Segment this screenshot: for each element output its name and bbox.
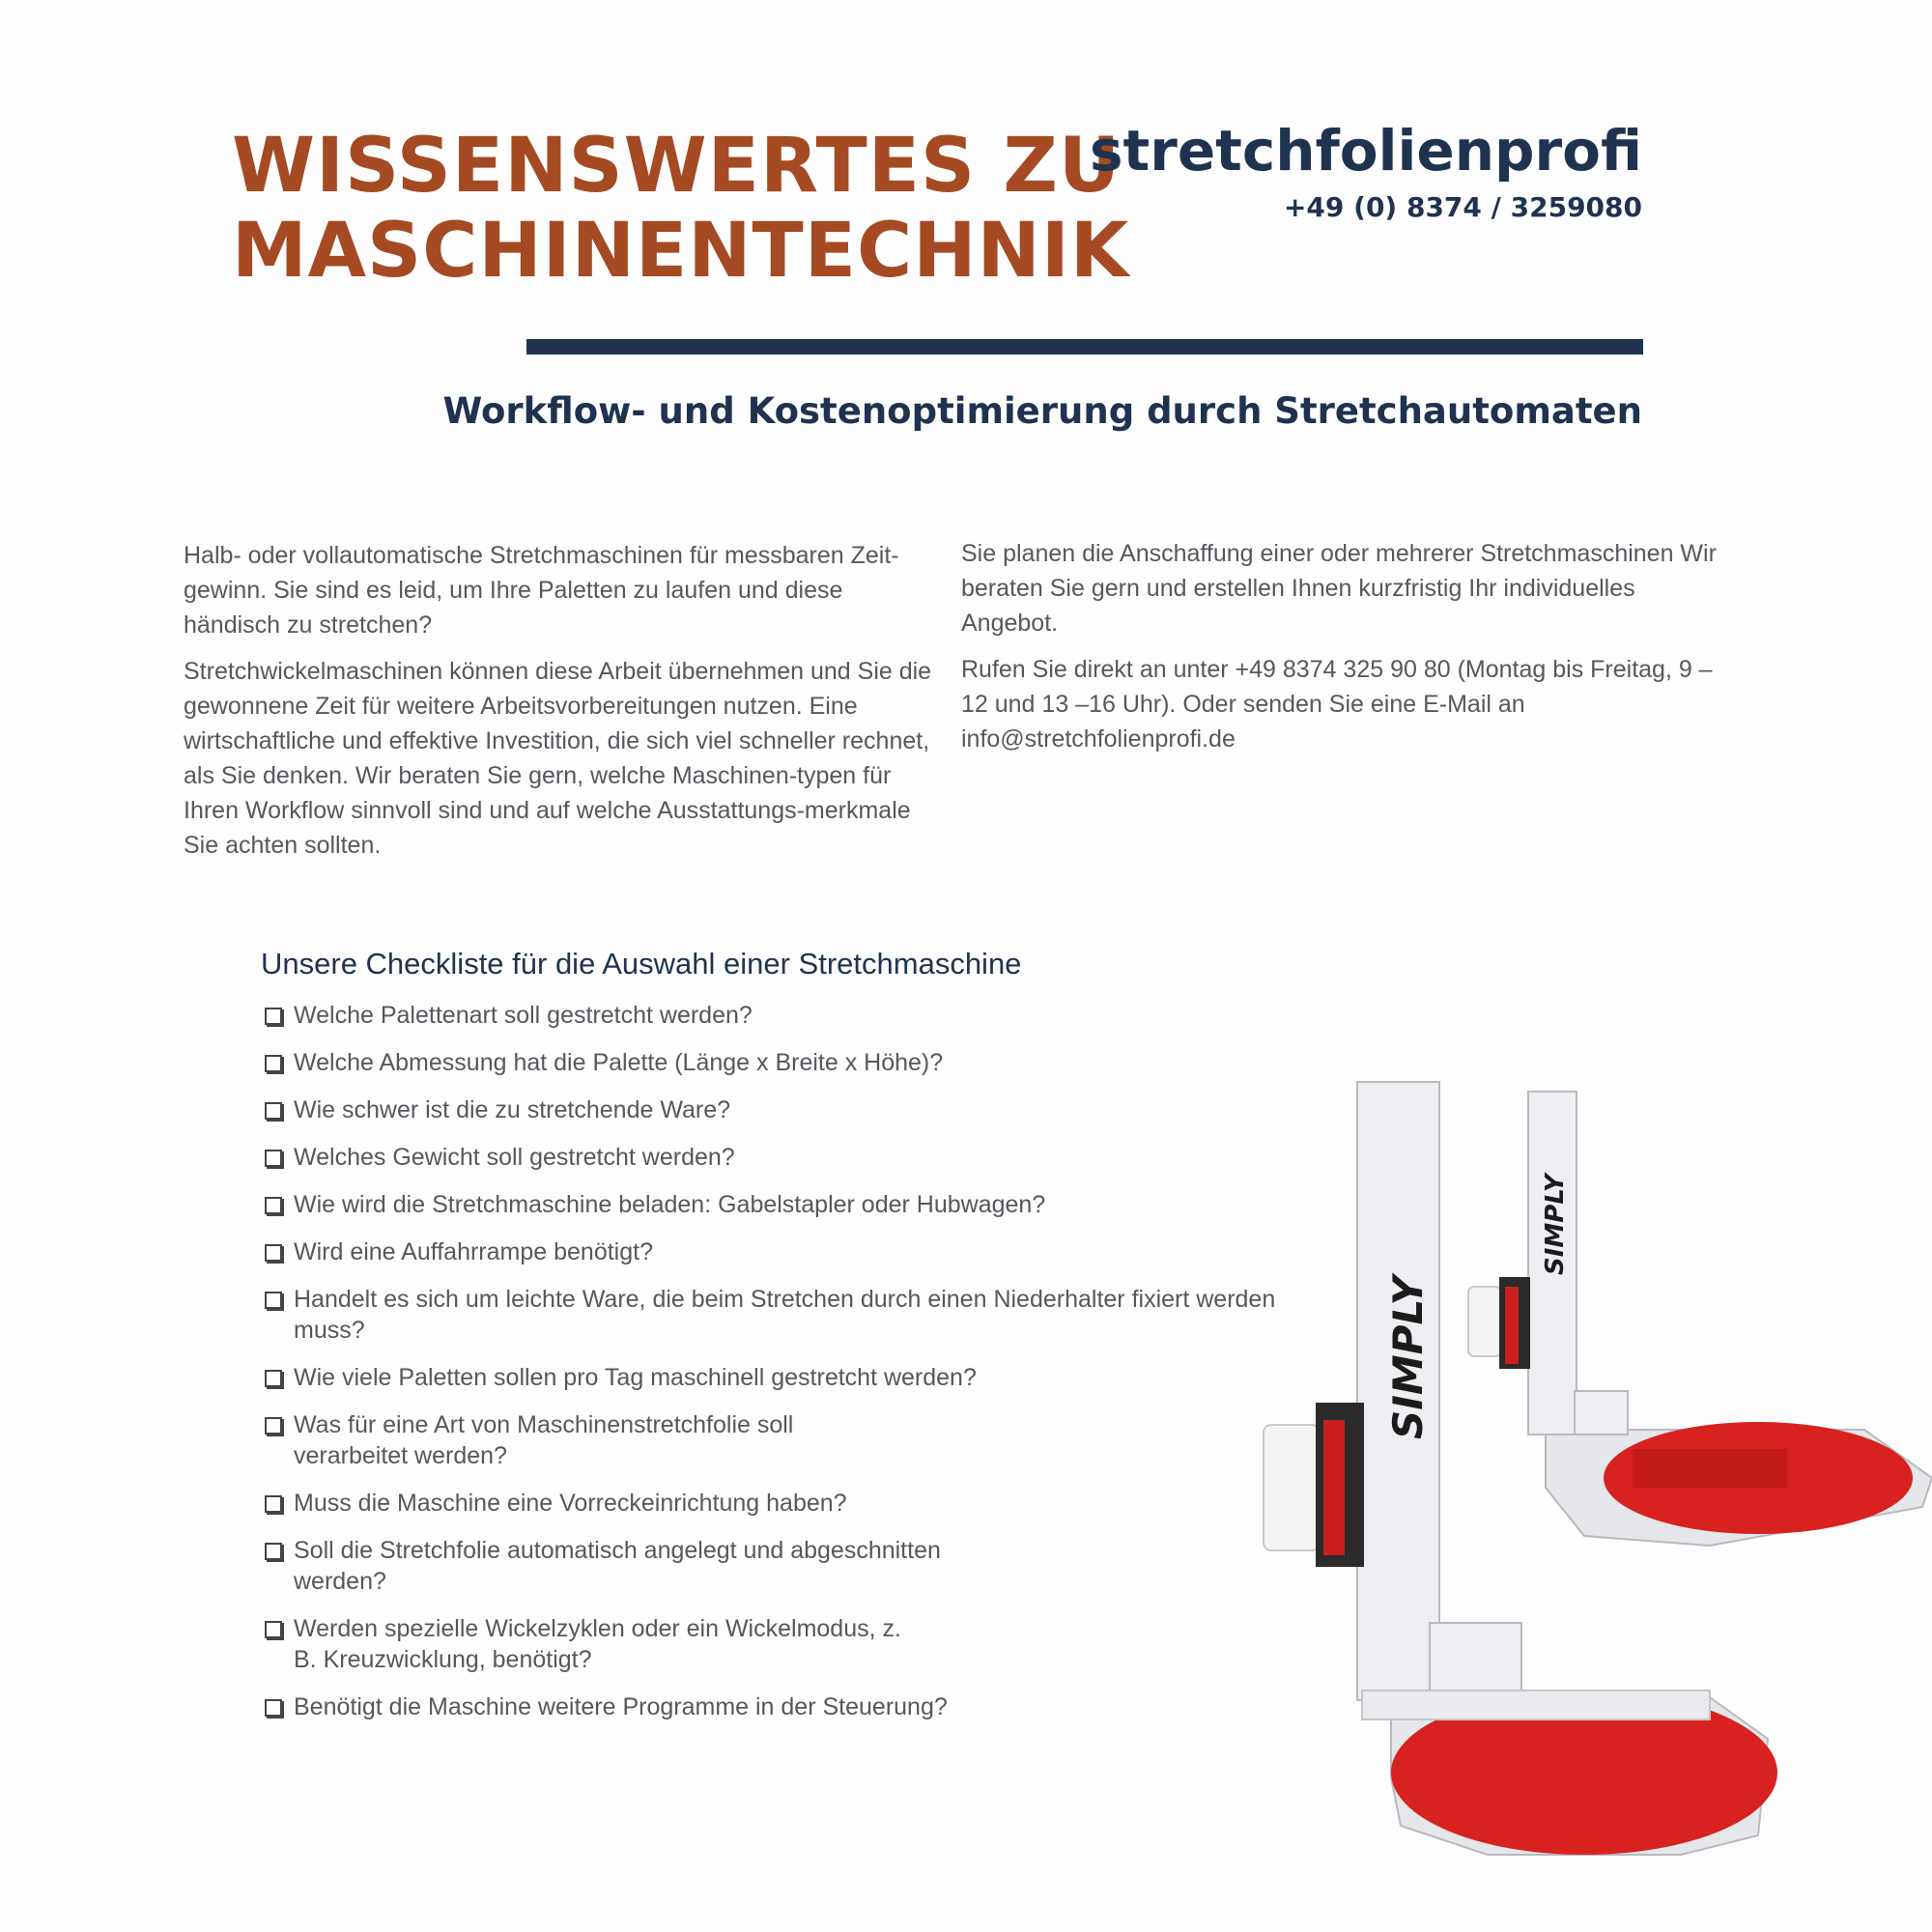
checklist-item-text: Werden spezielle Wickelzyklen oder ein Wickelmodus, z. B. Kreuzwicklung, benötigt? <box>294 1615 901 1673</box>
page-title: WISSENSWERTES ZU MASCHINENTECHNIK <box>232 123 1130 295</box>
checkbox-icon <box>265 1699 282 1717</box>
front-machine-brand-label: SIMPLY <box>1384 1275 1432 1439</box>
checklist-item <box>263 1535 951 1597</box>
checklist-item-text: Soll die Stretchfolie automatisch angelegt und abgeschnitten werden? <box>294 1537 941 1595</box>
checklist-item-text: Was für eine Art von Maschinenstretchfolie soll verarbeitet werden? <box>294 1411 794 1469</box>
checklist-item-text: Wie wird die Stretchmaschine beladen: Gabelstapler oder Hubwagen? <box>294 1191 1046 1218</box>
checklist-item <box>263 1691 1345 1722</box>
checklist-item <box>263 1362 1345 1393</box>
checklist-title: Unsere Checkliste für die Auswahl einer Stretchmaschine <box>261 947 1022 980</box>
back-machine-brand-label: SIMPLY <box>1541 1174 1570 1275</box>
back-machine-illustration <box>1468 1092 1932 1546</box>
checkbox-icon <box>265 1370 282 1387</box>
checklist-item-text: Wie viele Paletten sollen pro Tag maschinell gestretcht werden? <box>294 1364 977 1391</box>
checkbox-icon <box>265 1008 282 1025</box>
intro-right-paragraph-2: Rufen Sie direkt an unter +49 8374 325 90 80 (Montag bis Freitag, 9 –12 und 13 –16 Uhr). Oder senden Sie eine E-Mail an info@stretchfolienprofi.de <box>961 656 1713 753</box>
intro-left-paragraph-1: Halb- oder vollautomatische Stretchmaschinen für messbaren Zeit-gewinn. Sie sind es leid, um Ihre Paletten zu laufen und diese händisch zu stretchen? <box>184 542 899 639</box>
checklist-item-text: Wird eine Auffahrrampe benötigt? <box>294 1238 653 1265</box>
checklist-item <box>263 1236 1345 1267</box>
stretch-machine-image <box>1256 1063 1932 1922</box>
checklist-item <box>263 1409 912 1471</box>
brand-logo-text: stretchfolienprofi <box>1089 118 1642 184</box>
page-subtitle: Workflow- und Kostenoptimierung durch Stretchautomaten <box>442 390 1642 432</box>
intro-right-column <box>961 536 1734 768</box>
intro-left-column <box>184 538 937 874</box>
checkbox-icon <box>265 1621 282 1638</box>
checklist-item <box>263 1284 1345 1346</box>
header-divider <box>526 339 1643 355</box>
brand-phone: +49 (0) 8374 / 3259080 <box>1283 191 1642 223</box>
checklist-item-text: Handelt es sich um leichte Ware, die beim Stretchen durch einen Niederhalter fixiert werden muss? <box>294 1286 1276 1344</box>
checkbox-icon <box>265 1102 282 1120</box>
checklist-item <box>263 1189 1345 1220</box>
checklist-item-text: Welches Gewicht soll gestretcht werden? <box>294 1144 735 1171</box>
intro-right-paragraph-1: Sie planen die Anschaffung einer oder mehrerer Stretchmaschinen Wir beraten Sie gern und erstellen Ihnen kurzfristig Ihr individuelles Angebot. <box>961 540 1717 637</box>
checkbox-icon <box>265 1495 282 1513</box>
checklist-item <box>263 1000 1345 1031</box>
checklist-item-text: Muss die Maschine eine Vorreckeinrichtung haben? <box>294 1490 847 1517</box>
checklist <box>263 1000 1345 1739</box>
checkbox-icon <box>265 1197 282 1214</box>
checklist-item <box>263 1094 1345 1125</box>
checklist-item-text: Benötigt die Maschine weitere Programme in der Steuerung? <box>294 1693 948 1720</box>
checklist-item <box>263 1142 1345 1173</box>
checklist-item <box>263 1488 1345 1519</box>
checklist-item <box>263 1613 912 1675</box>
checkbox-icon <box>265 1150 282 1167</box>
intro-left-paragraph-2: Stretchwickelmaschinen können diese Arbeit übernehmen und Sie die gewonnene Zeit für weitere Arbeitsvorbereitungen nutzen. Eine wirtschaftliche und effektive Investition, die sich viel schneller rechnet, als Sie denken. Wir beraten Sie gern, welche Maschinen-typen für Ihren Workflow sinnvoll sind und auf welche Ausstattungs-merkmale Sie achten sollten. <box>184 658 932 859</box>
checkbox-icon <box>265 1417 282 1435</box>
checklist-item-text: Welche Palettenart soll gestretcht werden? <box>294 1002 753 1029</box>
checklist-item-text: Welche Abmessung hat die Palette (Länge x Breite x Höhe)? <box>294 1049 944 1076</box>
checkbox-icon <box>265 1543 282 1560</box>
checklist-item <box>263 1047 1345 1078</box>
checkbox-icon <box>265 1292 282 1309</box>
checkbox-icon <box>265 1055 282 1072</box>
checkbox-icon <box>265 1244 282 1262</box>
checklist-item-text: Wie schwer ist die zu stretchende Ware? <box>294 1096 731 1123</box>
